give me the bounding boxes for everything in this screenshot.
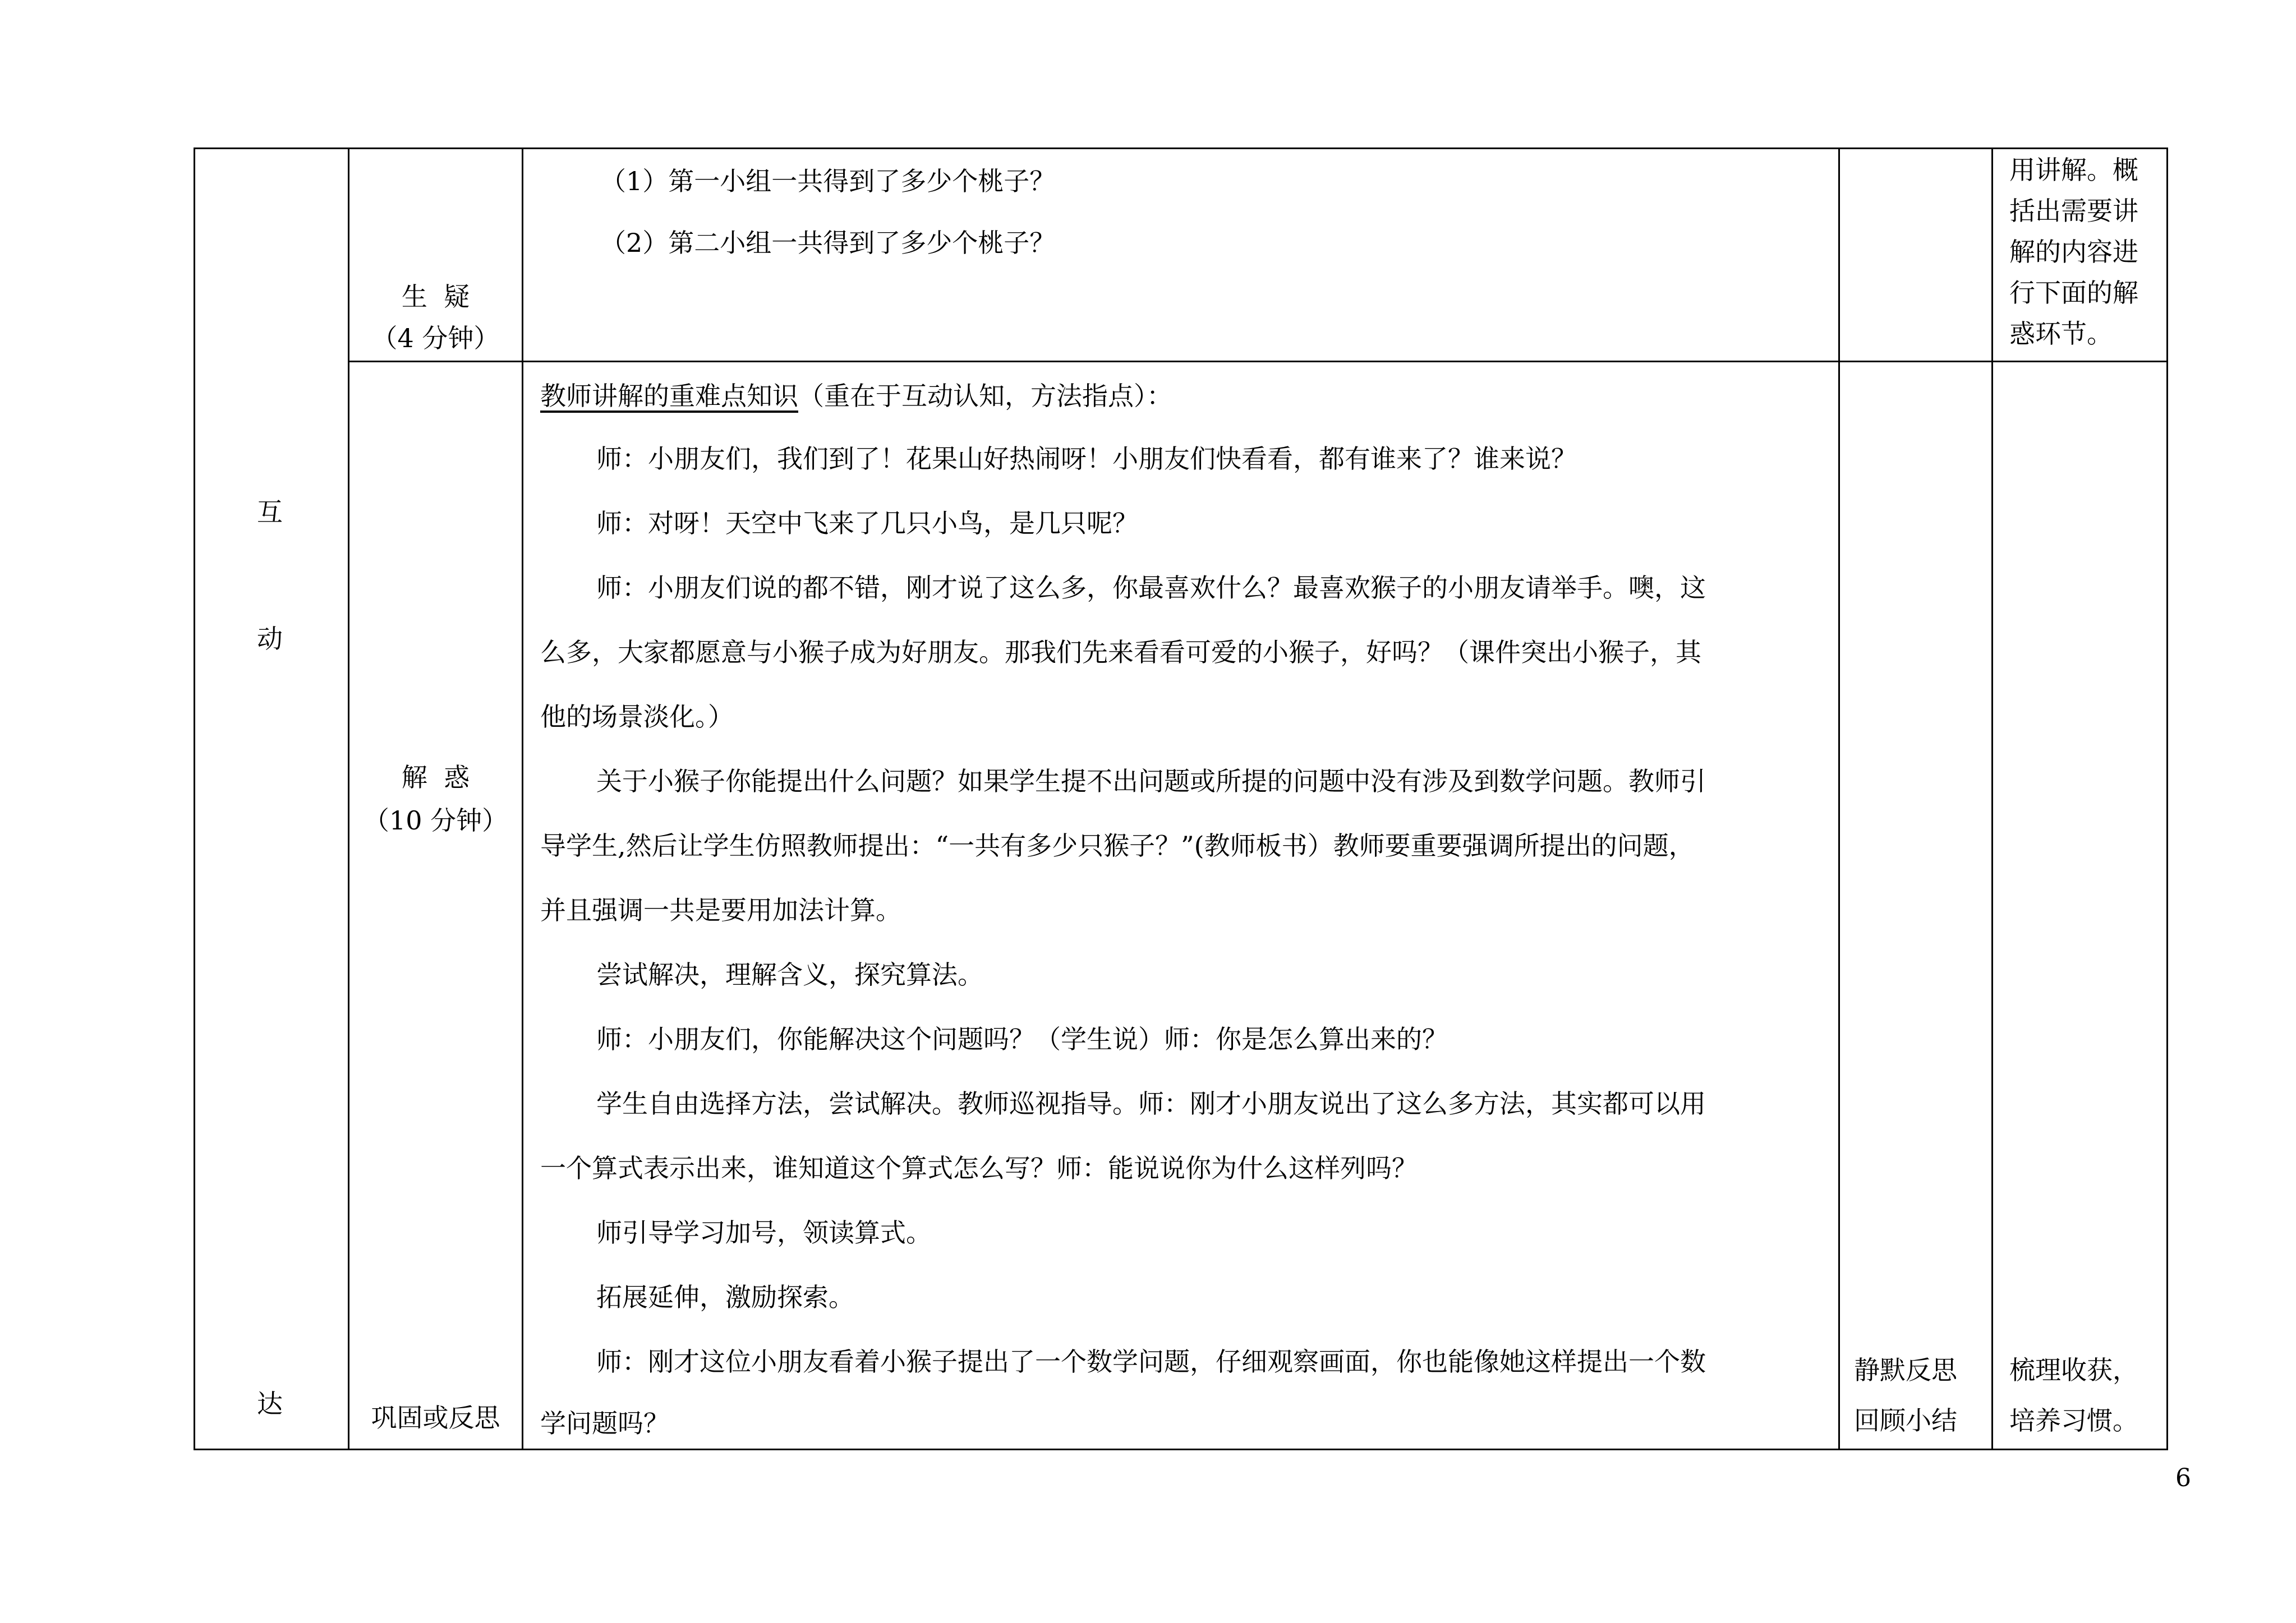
stage-char-dong: 动 xyxy=(257,624,283,654)
design-intent-line-5: 惑环节。 xyxy=(2009,319,2113,349)
student-activity-line-1: 静默反思 xyxy=(1854,1355,1957,1385)
content-line-11: 学生自由选择方法，尝试解决。教师巡视指导。师：刚才小朋友说出了这么多方法，其实都可以用 xyxy=(596,1089,1706,1119)
column-divider-2 xyxy=(522,147,523,1450)
focus-heading-line xyxy=(540,383,1172,409)
content-line-1: 师：小朋友们，我们到了！花果山好热闹呀！小朋友们快看看，都有谁来了？谁来说？ xyxy=(596,444,1577,474)
phase-label-gonggu: 巩固或反思 xyxy=(371,1403,500,1433)
content-line-4: 么多，大家都愿意与小猴子成为好朋友。那我们先来看看可爱的小猴子，好吗？（课件突出小猴子，其 xyxy=(540,637,1701,667)
phase-time-shengyi: （4 分钟） xyxy=(371,323,500,353)
content-line-5: 他的场景淡化。） xyxy=(540,702,734,732)
stage-char-da: 达 xyxy=(257,1389,283,1419)
content-line-10: 师：小朋友们，你能解决这个问题吗？（学生说）师：你是怎么算出来的？ xyxy=(596,1024,1448,1054)
content-line-15: 师：刚才这位小朋友看着小猴子提出了一个数学问题，仔细观察画面，你也能像她这样提出一个数 xyxy=(596,1347,1706,1377)
focus-heading-tail: （重在于互动认知，方法指点）： xyxy=(798,381,1172,411)
table-bottom-border xyxy=(194,1449,2168,1450)
phase-label-jiehuo: 解 惑 xyxy=(401,762,470,792)
column-divider-3 xyxy=(1838,147,1840,1450)
design-intent-line-3: 解的内容进 xyxy=(2009,237,2138,267)
column-divider-4 xyxy=(1991,147,1993,1450)
design-intent-bottom-1: 梳理收获， xyxy=(2009,1355,2138,1385)
content-line-6: 关于小猴子你能提出什么问题？如果学生提不出问题或所提的问题中没有涉及到数学问题。教师引 xyxy=(596,766,1706,796)
design-intent-bottom-2: 培养习惯。 xyxy=(2009,1405,2138,1436)
phase-time-jiehuo: （10 分钟） xyxy=(363,805,508,836)
content-line-7: 导学生,然后让学生仿照教师提出：“一共有多少只猴子？”(教师板书）教师要重要强调所提出的问题， xyxy=(540,831,1695,861)
stage-char-hu: 互 xyxy=(257,497,283,527)
table-left-border xyxy=(194,147,195,1450)
table-right-border xyxy=(2166,147,2168,1450)
student-activity-line-2: 回顾小结 xyxy=(1854,1405,1957,1436)
row-divider xyxy=(348,361,2168,362)
design-intent-line-1: 用讲解。概 xyxy=(2009,155,2138,185)
question-2: （2）第二小组一共得到了多少个桃子？ xyxy=(600,228,1056,258)
focus-heading: 教师讲解的重难点知识 xyxy=(540,381,798,411)
page-number: 6 xyxy=(2175,1464,2191,1492)
design-intent-line-2: 括出需要讲 xyxy=(2009,196,2138,226)
content-line-2: 师：对呀！天空中飞来了几只小鸟，是几只呢？ xyxy=(596,508,1138,538)
content-line-16: 学问题吗？ xyxy=(540,1408,669,1438)
content-line-8: 并且强调一共是要用加法计算。 xyxy=(540,895,901,925)
table-top-border xyxy=(194,147,2168,149)
phase-label-shengyi: 生 疑 xyxy=(401,282,470,312)
question-1: （1）第一小组一共得到了多少个桃子？ xyxy=(600,166,1056,196)
content-line-13: 师引导学习加号，领读算式。 xyxy=(596,1218,932,1248)
content-line-12: 一个算式表示出来，谁知道这个算式怎么写？师：能说说你为什么这样列吗？ xyxy=(540,1153,1418,1183)
content-line-9: 尝试解决，理解含义，探究算法。 xyxy=(596,960,983,990)
design-intent-line-4: 行下面的解 xyxy=(2009,278,2138,308)
content-line-3: 师：小朋友们说的都不错，刚才说了这么多，你最喜欢什么？最喜欢猴子的小朋友请举手。噢，这 xyxy=(596,573,1706,603)
content-line-14: 拓展延伸，激励探索。 xyxy=(596,1282,854,1312)
